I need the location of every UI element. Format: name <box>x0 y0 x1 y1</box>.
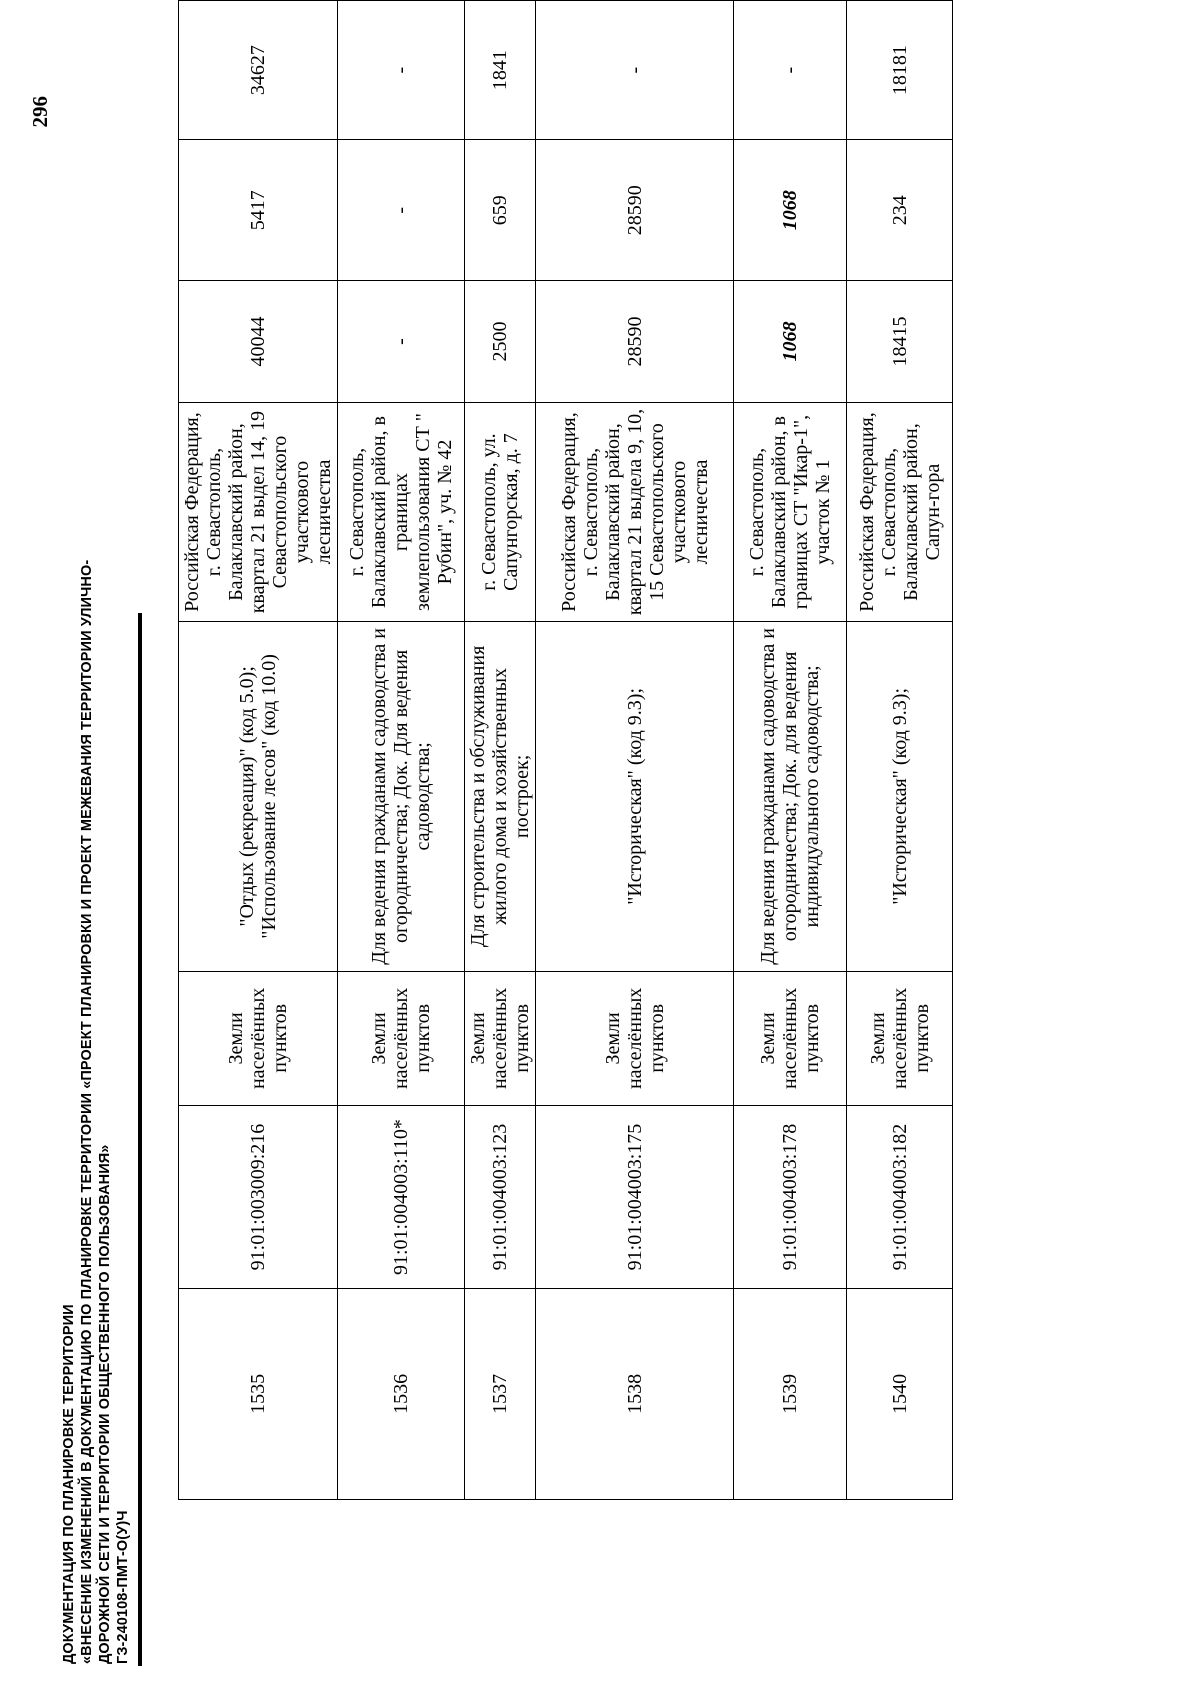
permitted-use-cell: Для строительства и обслуживания жилого дома и хозяйственных построек; <box>465 622 536 971</box>
table-row <box>734 1 847 1500</box>
table-row <box>847 1 953 1500</box>
permitted-use-cell: "Историческая" (код 9.3); <box>847 622 953 971</box>
permitted-use-cell: "Историческая" (код 9.3); <box>536 622 734 971</box>
land-plots-table <box>178 0 953 1500</box>
land-category-cell: Земли населённых пунктов <box>179 971 338 1106</box>
row-number-cell: 1540 <box>847 1288 953 1499</box>
row-number-cell: 1538 <box>536 1288 734 1499</box>
address-cell: г. Севастополь, Балаклавский район, в границах землепользования СТ " Рубин", уч. № 42 <box>338 402 465 621</box>
header-line-3: ДОРОЖНОЙ СЕТИ И ТЕРРИТОРИИ ОБЩЕСТВЕННОГО ПОЛЬЗОВАНИЯ» <box>97 1144 113 1664</box>
address-cell: г. Севастополь, ул. Сапунгорская, д. 7 <box>465 402 536 621</box>
table-row <box>179 1 338 1500</box>
land-category-cell: Земли населённых пунктов <box>338 971 465 1106</box>
permitted-use-cell: "Отдых (рекреация)" (код 5.0); "Использование лесов" (код 10.0) <box>179 622 338 971</box>
land-category-cell: Земли населённых пунктов <box>847 971 953 1106</box>
address-cell: Российская Федерация, г. Севастополь, Балаклавский район, квартал 21 выдела 9, 10, 15 Севастопольского участкового лесничества <box>536 402 734 621</box>
address-cell: Российская Федерация, г. Севастополь, Балаклавский район, Сапун-гора <box>847 402 953 621</box>
document-header <box>60 559 132 1664</box>
page-number: 296 <box>28 96 52 128</box>
address-cell: Российская Федерация, г. Севастополь, Балаклавский район, квартал 21 выдел 14, 19 Севастопольского участкового лесничества <box>179 402 338 621</box>
cadastral-number-cell: 91:01:004003:123 <box>465 1106 536 1289</box>
area-total-cell: 28590 <box>536 281 734 403</box>
area-outside-cell: - <box>734 1 847 140</box>
area-within-cell: - <box>338 140 465 281</box>
land-category-cell: Земли населённых пунктов <box>734 971 847 1106</box>
cadastral-number-cell: 91:01:004003:182 <box>847 1106 953 1289</box>
area-within-cell: 234 <box>847 140 953 281</box>
row-number-cell: 1537 <box>465 1288 536 1499</box>
address-cell: г. Севастополь, Балаклавский район, в границах СТ "Икар-1", участок № 1 <box>734 402 847 621</box>
table-row <box>465 1 536 1500</box>
row-number-cell: 1536 <box>338 1288 465 1499</box>
area-total-cell: 40044 <box>179 281 338 403</box>
area-within-cell: 5417 <box>179 140 338 281</box>
area-outside-cell: - <box>338 1 465 140</box>
permitted-use-cell: Для ведения гражданами садоводства и огородничества; Док. для ведения индивидуального садоводства; <box>734 622 847 971</box>
row-number-cell: 1535 <box>179 1288 338 1499</box>
area-total-cell: - <box>338 281 465 403</box>
area-total-cell: 2500 <box>465 281 536 403</box>
cadastral-number-cell: 91:01:003009:216 <box>179 1106 338 1289</box>
table-row <box>338 1 465 1500</box>
area-outside-cell: 18181 <box>847 1 953 140</box>
header-divider <box>138 613 142 1666</box>
area-total-cell: 1068 <box>734 281 847 403</box>
land-category-cell: Земли населённых пунктов <box>465 971 536 1106</box>
area-total-cell: 18415 <box>847 281 953 403</box>
land-category-cell: Земли населённых пунктов <box>536 971 734 1106</box>
area-outside-cell: 34627 <box>179 1 338 140</box>
header-line-4: ГЗ-240108-ПМТ-О(У)Ч <box>115 1510 131 1664</box>
cadastral-number-cell: 91:01:004003:178 <box>734 1106 847 1289</box>
area-outside-cell: - <box>536 1 734 140</box>
permitted-use-cell: Для ведения гражданами садоводства и огородничества; Док. Для ведения садоводства; <box>338 622 465 971</box>
area-outside-cell: 1841 <box>465 1 536 140</box>
header-line-2: «ВНЕСЕНИЕ ИЗМЕНЕНИЙ В ДОКУМЕНТАЦИЮ ПО ПЛАНИРОВКЕ ТЕРРИТОРИИ «ПРОЕКТ ПЛАНИРОВКИ И ПРОЕКТ МЕЖЕВАНИЯ ТЕРРИТОРИИ УЛИЧНО- <box>79 559 95 1664</box>
area-within-cell: 659 <box>465 140 536 281</box>
header-line-1: ДОКУМЕНТАЦИЯ ПО ПЛАНИРОВКЕ ТЕРРИТОРИИ <box>61 1304 77 1664</box>
area-within-cell: 28590 <box>536 140 734 281</box>
cadastral-number-cell: 91:01:004003:110* <box>338 1106 465 1289</box>
table-row <box>536 1 734 1500</box>
row-number-cell: 1539 <box>734 1288 847 1499</box>
cadastral-number-cell: 91:01:004003:175 <box>536 1106 734 1289</box>
area-within-cell: 1068 <box>734 140 847 281</box>
